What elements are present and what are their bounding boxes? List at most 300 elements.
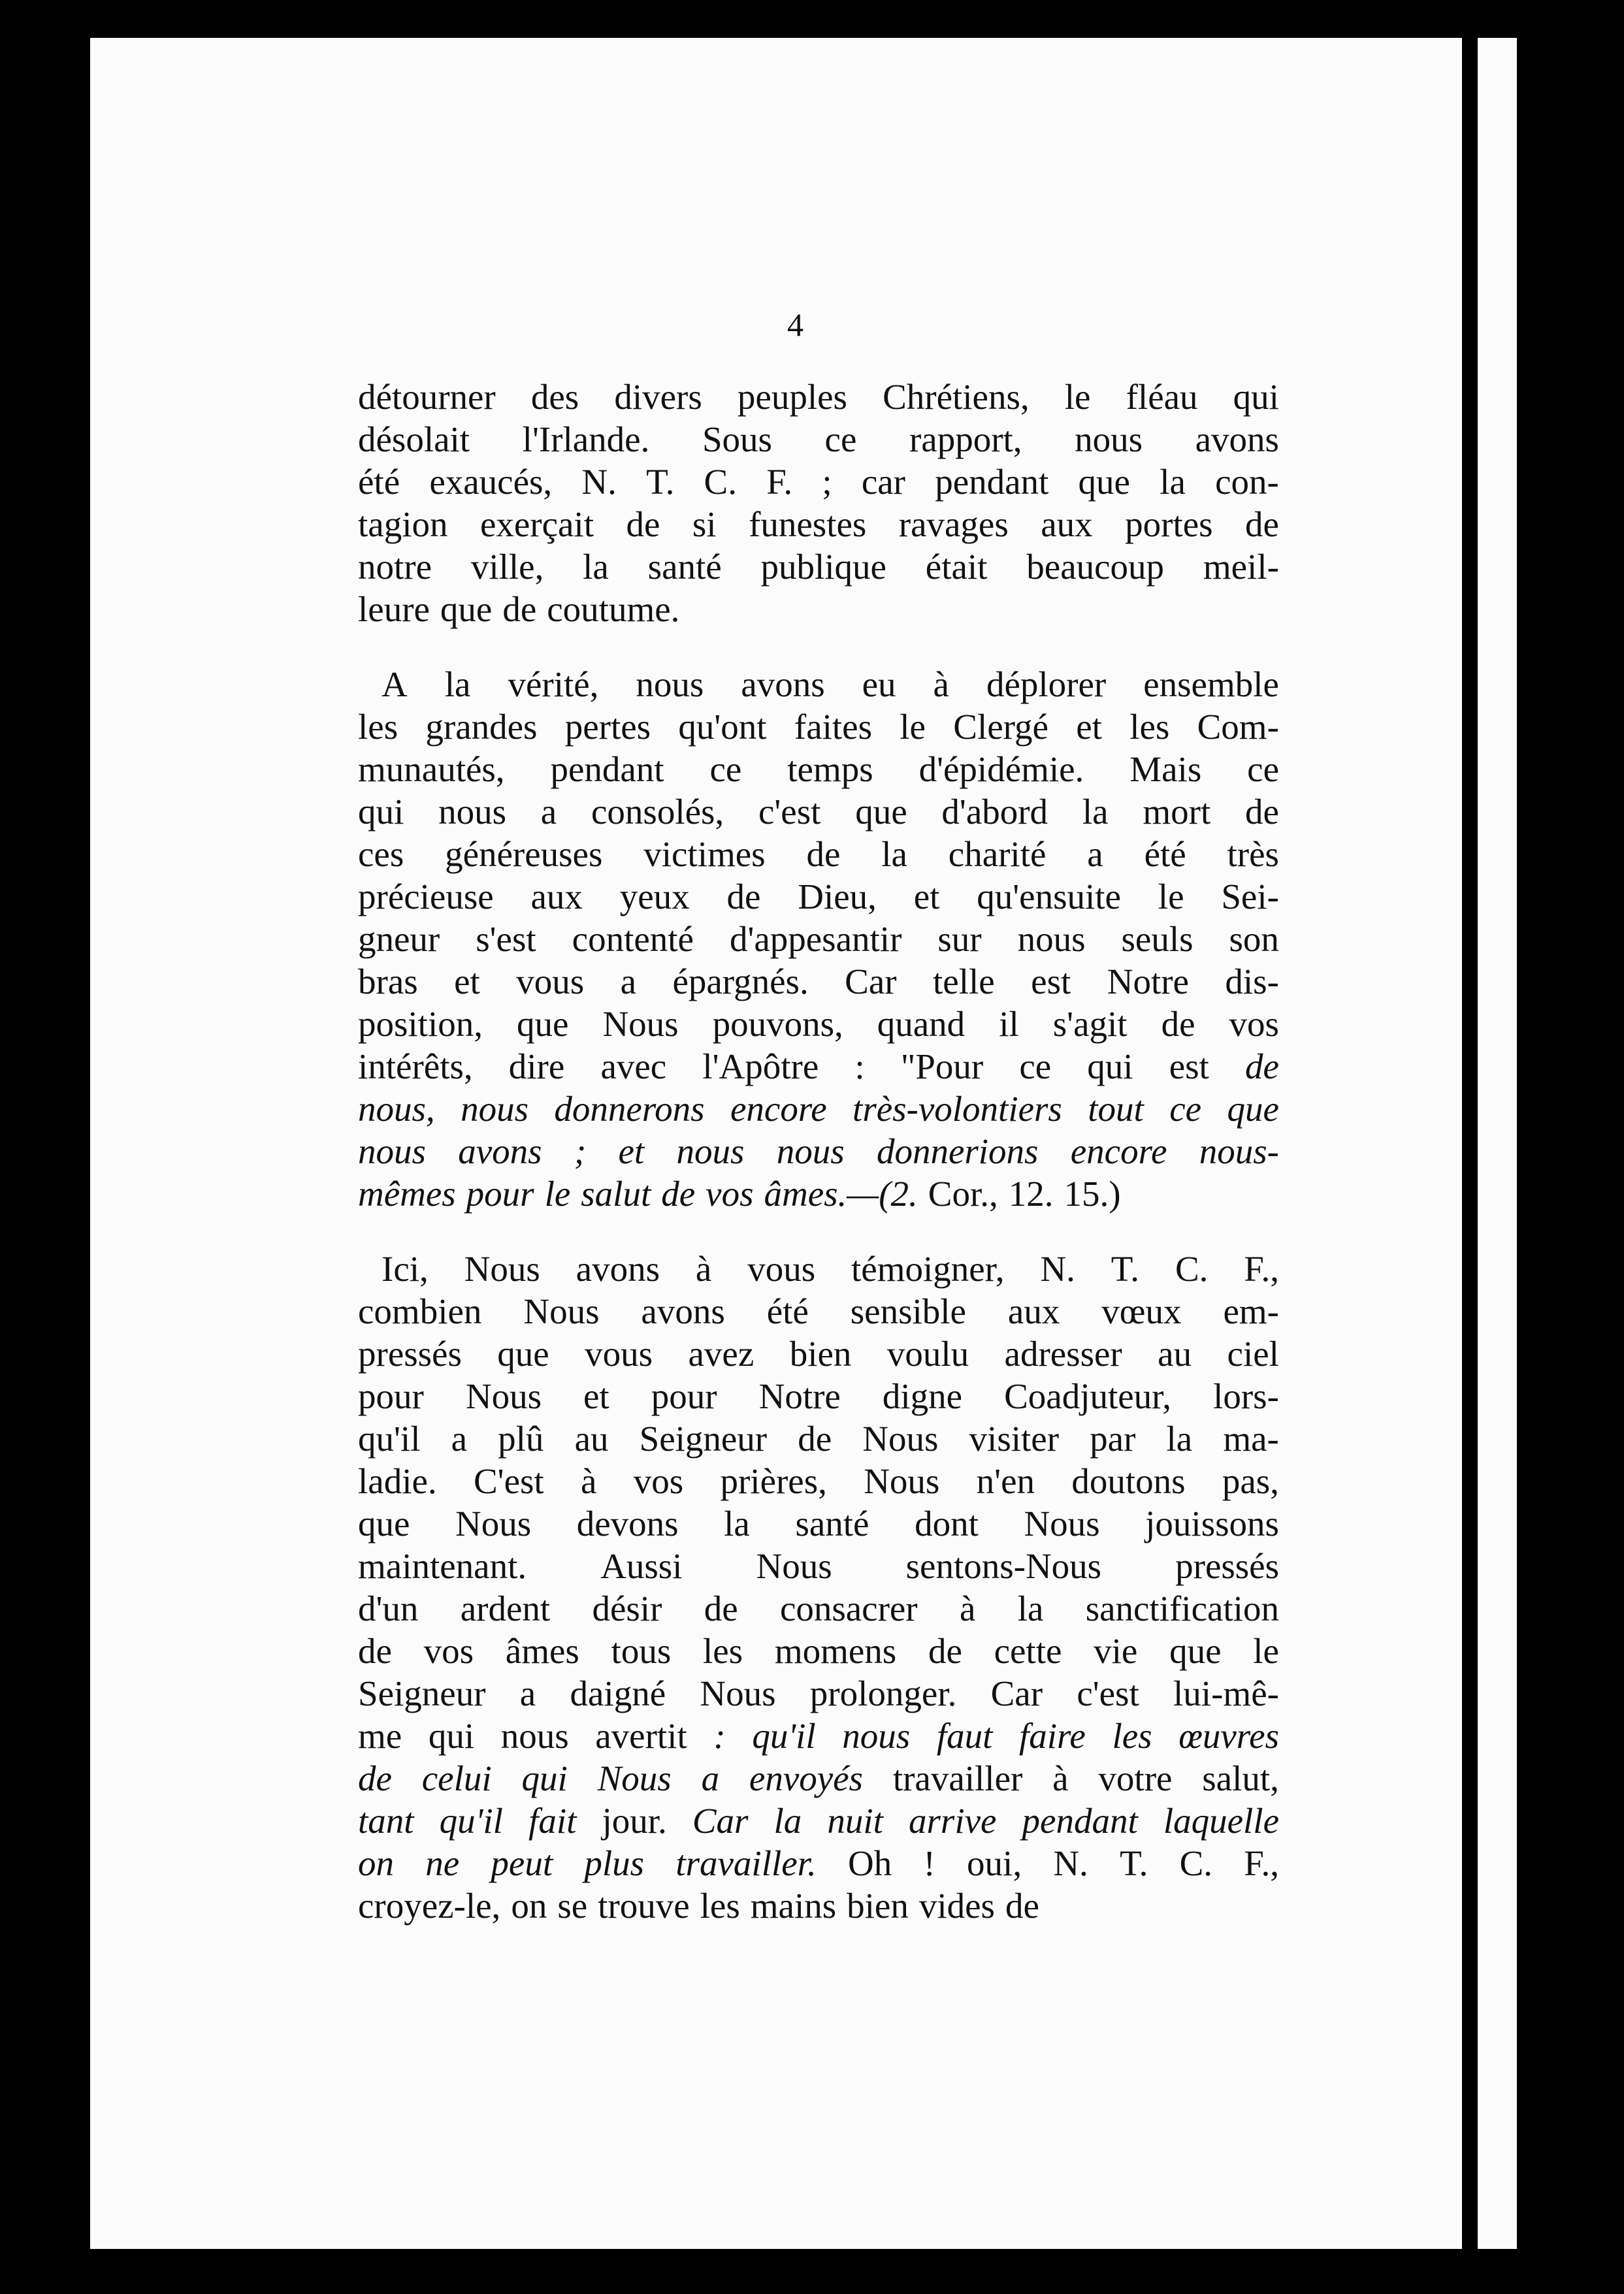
word: pendant: [935, 462, 1049, 502]
word: été: [1144, 834, 1186, 874]
word: vous: [516, 961, 585, 1001]
page-number: 4: [787, 306, 804, 343]
word: à: [695, 1249, 712, 1289]
word: quand: [877, 1004, 966, 1044]
word: qui: [1233, 377, 1279, 417]
word: Nous: [864, 1461, 940, 1501]
word: telle: [933, 961, 995, 1001]
word: Nous: [523, 1291, 600, 1331]
word: sanctification: [1085, 1589, 1279, 1628]
word: de: [1244, 1046, 1279, 1086]
word: pendant: [1022, 1801, 1138, 1841]
word: cette: [994, 1631, 1062, 1671]
text-line: [358, 918, 1279, 960]
text-line: [358, 663, 1279, 705]
word: votre: [1098, 1758, 1173, 1798]
word: s'agit: [1052, 1004, 1128, 1044]
word: salut,: [1202, 1758, 1279, 1798]
word: oui,: [967, 1843, 1022, 1883]
word: C.: [704, 462, 737, 502]
word: qui: [1087, 1046, 1133, 1086]
word: vous: [585, 1334, 653, 1374]
word: faut: [936, 1716, 993, 1756]
word: avons: [576, 1249, 660, 1289]
word: donnerions: [876, 1131, 1039, 1171]
word: jouissons: [1145, 1504, 1279, 1543]
word: Aussi: [600, 1546, 683, 1586]
word: C.: [1175, 1249, 1209, 1289]
word: est: [1031, 961, 1071, 1001]
text-line: [358, 545, 1279, 588]
word: qu'il: [358, 1419, 421, 1459]
word: A: [382, 664, 408, 704]
word: nous: [636, 664, 704, 704]
word: Nous: [700, 1673, 776, 1713]
word: sur: [937, 919, 982, 959]
word: qu'il: [439, 1801, 503, 1841]
word: ce: [709, 749, 742, 789]
word: à: [959, 1589, 976, 1628]
word: Nous: [597, 1758, 672, 1798]
word: encore: [1070, 1131, 1167, 1171]
word: œuvres: [1178, 1716, 1279, 1756]
word: vie: [1094, 1631, 1138, 1671]
word: celui: [421, 1758, 492, 1798]
word: s'est: [476, 919, 536, 959]
word: d'épidémie.: [918, 749, 1084, 789]
word: nous,: [358, 1089, 435, 1129]
word: pertes: [564, 707, 651, 747]
word: pas,: [1222, 1461, 1279, 1501]
word: nous: [358, 1131, 426, 1171]
word: vos: [706, 1174, 754, 1214]
word: Nous: [756, 1546, 832, 1586]
word: Nous: [602, 1004, 679, 1044]
word: pendant: [550, 749, 664, 789]
word: bien: [789, 1334, 852, 1374]
text-line: [358, 1757, 1279, 1800]
word: que: [517, 1004, 569, 1044]
word: et: [913, 877, 940, 916]
word: ravages: [898, 504, 1009, 544]
word: peuples: [737, 377, 847, 417]
word: portes: [1125, 504, 1213, 544]
word: les: [358, 707, 398, 747]
word: de: [1161, 1004, 1195, 1044]
text-line: [358, 1417, 1279, 1460]
word: pressés: [1175, 1546, 1279, 1586]
word: grandes: [425, 707, 538, 747]
word: car: [861, 462, 905, 502]
word: avons: [641, 1291, 725, 1331]
text-line: [358, 460, 1279, 503]
word: dis-: [1225, 961, 1279, 1001]
word: désir: [592, 1589, 662, 1628]
word: :: [713, 1716, 726, 1756]
word: ciel: [1227, 1334, 1279, 1374]
word: ce: [1247, 749, 1279, 789]
word: donnerons: [554, 1089, 705, 1129]
word: tant: [358, 1801, 414, 1841]
word: le: [1064, 377, 1091, 417]
word: nous: [438, 792, 506, 832]
word: n'en: [976, 1461, 1035, 1501]
word: Mais: [1129, 749, 1202, 789]
word: croyez-le,: [358, 1886, 501, 1926]
word: la: [773, 1801, 802, 1841]
word: Nous: [862, 1419, 939, 1459]
word: travailler.: [675, 1843, 817, 1883]
text-line: [358, 790, 1279, 833]
word: Nous: [464, 1249, 540, 1289]
word: de: [798, 1419, 832, 1459]
word: Nous: [455, 1504, 532, 1543]
text-line: [358, 1003, 1279, 1045]
word: eu: [862, 664, 896, 704]
word: T.: [1120, 1843, 1148, 1883]
word: ma-: [1223, 1419, 1279, 1459]
word: fléau: [1126, 377, 1198, 417]
word: nous-: [1199, 1131, 1279, 1171]
text-line: [358, 376, 1279, 418]
word: bien: [847, 1886, 909, 1926]
word: fait: [528, 1801, 577, 1841]
word: la: [1166, 1419, 1193, 1459]
text-line: [358, 960, 1279, 1003]
word: "Pour: [900, 1046, 984, 1086]
facing-page-edge: [1478, 38, 1517, 2249]
word: Nous: [465, 1376, 542, 1416]
word: désolait: [358, 419, 470, 459]
word: nous: [1017, 919, 1086, 959]
word: contenté: [572, 919, 694, 959]
word: que: [1078, 462, 1130, 502]
word: tagion: [358, 504, 448, 544]
text-line: [358, 1088, 1279, 1130]
text-line: [358, 1290, 1279, 1333]
word: sensible: [850, 1291, 966, 1331]
word: la: [444, 664, 471, 704]
word: aux: [530, 877, 583, 916]
word: de: [626, 504, 660, 544]
word: qu'ensuite: [977, 877, 1121, 916]
word: N.: [1053, 1843, 1088, 1883]
word: consacrer: [779, 1589, 918, 1628]
word: Car: [845, 961, 897, 1001]
word: !: [923, 1843, 935, 1883]
text-line: [358, 1333, 1279, 1375]
word: jour.: [602, 1801, 667, 1841]
word: N.: [581, 462, 617, 502]
word: trouve: [598, 1886, 690, 1926]
word: ;: [574, 1131, 587, 1171]
word: lors-: [1213, 1376, 1279, 1416]
word: que: [1227, 1089, 1279, 1129]
word: Cor.,: [928, 1174, 998, 1214]
word: T.: [646, 462, 675, 502]
word: pour: [358, 1376, 424, 1416]
word: au: [574, 1419, 609, 1459]
word: nuit: [827, 1801, 883, 1841]
word: il: [999, 1004, 1019, 1044]
word: d'abord: [941, 792, 1048, 832]
text-line: [358, 503, 1279, 545]
word: peut: [491, 1843, 553, 1883]
word: Sei-: [1221, 877, 1279, 916]
word: nous: [676, 1131, 745, 1171]
word: C'est: [473, 1461, 544, 1501]
word: funestes: [749, 504, 867, 544]
word: la: [1017, 1589, 1044, 1628]
word: on: [358, 1843, 394, 1883]
word: salut: [581, 1174, 651, 1214]
text-line: [358, 1375, 1279, 1417]
word: gneur: [358, 919, 440, 959]
word: Com-: [1197, 707, 1279, 747]
word: c'est: [1077, 1673, 1139, 1713]
word: combien: [358, 1291, 482, 1331]
word: beaucoup: [1026, 547, 1165, 587]
word: qui: [358, 792, 404, 832]
word: de: [1245, 504, 1279, 544]
word: vœux: [1101, 1291, 1182, 1331]
word: et: [454, 961, 480, 1001]
word: témoigner,: [851, 1249, 1005, 1289]
word: avez: [688, 1334, 755, 1374]
word: que: [497, 1334, 549, 1374]
word: de: [1245, 792, 1279, 832]
word: à: [933, 664, 949, 704]
text-line: [358, 748, 1279, 790]
word: notre: [358, 547, 432, 587]
word: la: [1160, 462, 1186, 502]
word: le: [1158, 877, 1184, 916]
text-line: [358, 705, 1279, 748]
word: voulu: [886, 1334, 969, 1374]
word: a: [519, 1673, 536, 1713]
text-line: [358, 1800, 1279, 1842]
word: intérêts,: [358, 1046, 473, 1086]
word: adresser: [1004, 1334, 1122, 1374]
word: faire: [1019, 1716, 1086, 1756]
word: nous: [500, 1716, 569, 1756]
word: par: [1090, 1419, 1136, 1459]
word: meil-: [1203, 547, 1279, 587]
word: bras: [358, 961, 418, 1001]
word: que: [855, 792, 907, 832]
word: N.: [1040, 1249, 1075, 1289]
word: la: [1082, 792, 1109, 832]
word: seuls: [1121, 919, 1194, 959]
word: a: [540, 792, 557, 832]
word: dire: [508, 1046, 565, 1086]
word: de: [358, 1631, 392, 1671]
text-line: [358, 1842, 1279, 1884]
word: Dieu,: [798, 877, 877, 916]
word: nous: [842, 1716, 911, 1756]
word: charité: [948, 834, 1047, 874]
word: le: [900, 707, 926, 747]
word: ladie.: [358, 1461, 437, 1501]
word: 15.): [1064, 1174, 1121, 1214]
word: a: [451, 1419, 468, 1459]
text-line: [358, 1884, 1279, 1927]
word: pouvons,: [712, 1004, 843, 1044]
word: à: [1052, 1758, 1069, 1798]
word: avec: [600, 1046, 667, 1086]
word: Seigneur: [639, 1419, 768, 1459]
word: ;: [822, 462, 832, 502]
text-line: [358, 1502, 1279, 1545]
word: consolés,: [591, 792, 724, 832]
word: nous: [776, 1131, 845, 1171]
word: exaucés,: [429, 462, 553, 502]
word: arrive: [909, 1801, 997, 1841]
word: con-: [1215, 462, 1279, 502]
word: ensemble: [1143, 664, 1279, 704]
word: ce: [1019, 1046, 1052, 1086]
word: travailler: [892, 1758, 1023, 1798]
word: position,: [358, 1004, 483, 1044]
word: plû: [498, 1419, 544, 1459]
word: ville,: [470, 547, 544, 587]
word: qui: [428, 1716, 475, 1756]
word: santé: [795, 1504, 869, 1543]
word: Chrétiens,: [883, 377, 1030, 417]
word: devons: [576, 1504, 679, 1543]
text-line: [358, 588, 1279, 630]
word: Seigneur: [358, 1673, 486, 1713]
word: laquelle: [1163, 1801, 1279, 1841]
text-line: [358, 1045, 1279, 1088]
word: encore: [730, 1089, 827, 1129]
word: lui-mê-: [1173, 1673, 1279, 1713]
word: sentons-Nous: [905, 1546, 1102, 1586]
word: vos: [423, 1631, 474, 1671]
word: a: [701, 1758, 720, 1798]
word: c'est: [758, 792, 821, 832]
word: T.: [1111, 1249, 1140, 1289]
text-line: [358, 1545, 1279, 1587]
text-line: [358, 1172, 1279, 1215]
word: leure: [358, 589, 430, 629]
text-line: [358, 833, 1279, 875]
word: les: [1129, 707, 1170, 747]
word: mort: [1143, 792, 1211, 832]
word: de: [358, 1758, 392, 1798]
word: Car: [990, 1673, 1043, 1713]
word: ce: [1169, 1089, 1202, 1129]
word: et: [1076, 707, 1102, 747]
word: pour: [651, 1376, 717, 1416]
paragraph-gap: [358, 1215, 1279, 1248]
word: détourner: [358, 377, 496, 417]
word: l'Irlande.: [522, 419, 650, 459]
text-line: [358, 418, 1279, 460]
word: qu'ont: [678, 707, 767, 747]
word: était: [925, 547, 988, 587]
word: F.,: [1244, 1249, 1279, 1289]
word: avons: [1195, 419, 1279, 459]
word: santé: [647, 547, 722, 587]
word: de: [726, 877, 761, 916]
word: de: [1005, 1886, 1039, 1926]
word: que: [358, 1504, 410, 1543]
word: plus: [584, 1843, 645, 1883]
word: de: [704, 1589, 738, 1628]
text-line: [358, 1672, 1279, 1715]
word: digne: [882, 1376, 963, 1416]
word: envoyés: [749, 1758, 863, 1798]
word: prolonger.: [809, 1673, 957, 1713]
word: mains: [750, 1886, 837, 1926]
word: temps: [787, 749, 873, 789]
word: et: [618, 1131, 645, 1171]
word: à: [581, 1461, 597, 1501]
word: maintenant.: [358, 1546, 527, 1586]
word: la: [583, 547, 609, 587]
word: très: [1227, 834, 1279, 874]
word: des: [530, 377, 579, 417]
word: Sous: [702, 419, 772, 459]
word: Nous: [1024, 1504, 1100, 1543]
word: divers: [614, 377, 702, 417]
word: les: [1112, 1716, 1152, 1756]
word: dont: [915, 1504, 979, 1543]
body-text: [358, 376, 1279, 1927]
text-line: [358, 1715, 1279, 1757]
word: doutons: [1071, 1461, 1186, 1501]
word: F.,: [1244, 1843, 1279, 1883]
word: d'appesantir: [729, 919, 902, 959]
word: que: [1169, 1631, 1222, 1671]
word: tous: [611, 1631, 672, 1671]
word: qu'il: [752, 1716, 816, 1756]
word: Coadjuteur,: [1004, 1376, 1172, 1416]
word: la: [724, 1504, 750, 1543]
word: les: [700, 1886, 740, 1926]
word: d'un: [358, 1589, 419, 1628]
paragraph-gap: [358, 630, 1279, 663]
text-line: [358, 1130, 1279, 1172]
word: de: [502, 589, 537, 629]
word: coutume.: [547, 589, 680, 629]
word: tout: [1088, 1089, 1144, 1129]
word: ce: [824, 419, 857, 459]
word: de: [661, 1174, 696, 1214]
word: munautés,: [358, 749, 505, 789]
word: épargnés.: [672, 961, 809, 1001]
word: au: [1158, 1334, 1192, 1374]
word: me: [358, 1716, 402, 1756]
word: très-volontiers: [853, 1089, 1062, 1129]
scan-border: [0, 2249, 1624, 2294]
word: aux: [1007, 1291, 1060, 1331]
word: pour: [466, 1174, 534, 1214]
word: vérité,: [508, 664, 599, 704]
word: de: [928, 1631, 962, 1671]
word: Ici,: [382, 1249, 429, 1289]
word: les: [702, 1631, 743, 1671]
word: avertit: [595, 1716, 687, 1756]
text-line: [358, 1587, 1279, 1630]
word: âmes.—(2.: [764, 1174, 918, 1214]
word: 12.: [1008, 1174, 1054, 1214]
word: a: [1087, 834, 1103, 874]
word: la: [881, 834, 907, 874]
word: le: [1253, 1631, 1279, 1671]
word: vos: [633, 1461, 684, 1501]
